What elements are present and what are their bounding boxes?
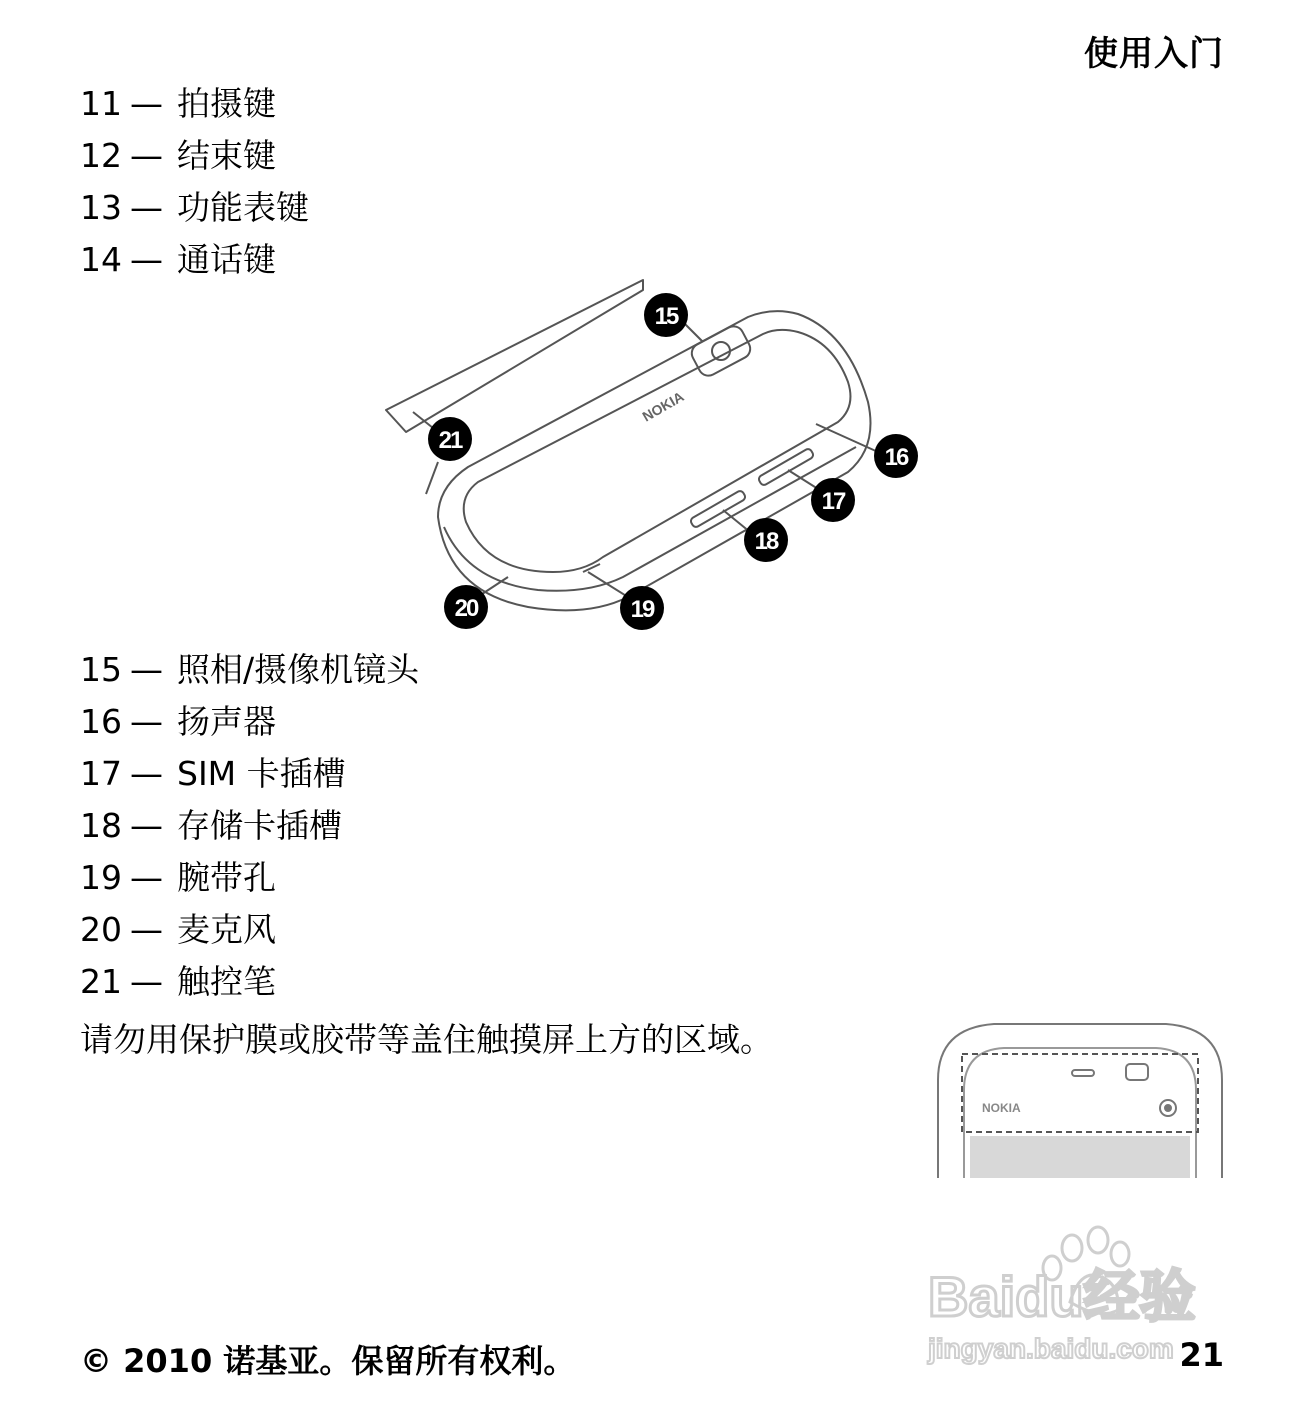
item-dash: — — [130, 910, 163, 949]
screen-top-diagram — [934, 1020, 1226, 1178]
item-label: 麦克风 — [177, 910, 276, 949]
item-number: 13 — [80, 188, 122, 227]
strap-hole — [583, 564, 600, 572]
item-label: 触控笔 — [177, 962, 276, 1001]
item-dash: — — [130, 136, 163, 175]
callout-17 — [811, 478, 855, 522]
item-label: SIM 卡插槽 — [177, 754, 346, 793]
item-number: 18 — [80, 806, 122, 845]
brand-logo: NOKIA — [639, 388, 687, 425]
watermark-url: jingyan.baidu.com — [928, 1333, 1174, 1364]
callout-label: 15 — [654, 303, 678, 330]
item-number: 20 — [80, 910, 122, 949]
stylus-shape — [386, 280, 643, 432]
watermark-logo: Baidu经验 — [928, 1265, 1196, 1328]
item-label: 存储卡插槽 — [177, 806, 342, 845]
item-label: 结束键 — [177, 136, 276, 175]
item-number: 19 — [80, 858, 122, 897]
item-label: 通话键 — [177, 240, 276, 279]
item-dash: — — [130, 240, 163, 279]
item-dash: — — [130, 858, 163, 897]
item-dash: — — [130, 806, 163, 845]
touch-screen — [970, 1136, 1190, 1178]
item-dash: — — [130, 962, 163, 1001]
item-number: 16 — [80, 702, 122, 741]
callout-label: 16 — [884, 444, 908, 471]
item-number: 21 — [80, 962, 122, 1001]
item-number: 12 — [80, 136, 122, 175]
warning-text: 请勿用保护膜或胶带等盖住触摸屏上方的区域。 — [80, 1020, 773, 1059]
list-item — [80, 956, 419, 1008]
brand-logo: NOKIA — [982, 1101, 1021, 1115]
list-item — [80, 696, 419, 748]
page-number: 21 — [1179, 1336, 1224, 1374]
item-label: 拍摄键 — [177, 84, 276, 123]
camera-module — [688, 323, 753, 379]
list-item — [80, 904, 419, 956]
item-number: 14 — [80, 240, 122, 279]
item-dash: — — [130, 650, 163, 689]
item-label: 腕带孔 — [177, 858, 276, 897]
item-dash: — — [130, 702, 163, 741]
item-label: 扬声器 — [177, 702, 276, 741]
front-camera-icon — [1126, 1064, 1148, 1080]
camera-lens — [712, 342, 730, 360]
callout-21 — [428, 417, 472, 461]
callout-label: 20 — [454, 595, 478, 622]
list-item — [80, 130, 309, 182]
list-item — [80, 234, 309, 286]
callout-18 — [744, 518, 788, 562]
callout-label: 21 — [438, 427, 462, 454]
do-not-cover-area — [962, 1054, 1198, 1132]
section-title: 使用入门 — [1084, 34, 1224, 74]
parts-list-bottom — [80, 644, 419, 1008]
list-item — [80, 182, 309, 234]
footer-copyright: © 2010 诺基亚。保留所有权利。 — [80, 1342, 576, 1380]
callout-label: 19 — [630, 596, 654, 623]
item-number: 11 — [80, 84, 122, 123]
list-item — [80, 748, 419, 800]
list-item — [80, 852, 419, 904]
callout-label: 18 — [754, 528, 778, 555]
item-dash: — — [130, 754, 163, 793]
phone-back-diagram — [378, 272, 928, 642]
item-dash: — — [130, 188, 163, 227]
callout-label: 17 — [821, 488, 845, 515]
earpiece-icon — [1072, 1070, 1094, 1076]
item-label: 照相/摄像机镜头 — [177, 650, 420, 689]
list-item — [80, 644, 419, 696]
parts-list-top — [80, 78, 309, 286]
callout-19 — [620, 586, 664, 630]
item-dash: — — [130, 84, 163, 123]
item-number: 17 — [80, 754, 122, 793]
callout-15 — [644, 293, 688, 337]
callout-16 — [874, 434, 918, 478]
list-item — [80, 800, 419, 852]
item-label: 功能表键 — [177, 188, 309, 227]
item-number: 15 — [80, 650, 122, 689]
callout-20 — [444, 585, 488, 629]
list-item — [80, 78, 309, 130]
